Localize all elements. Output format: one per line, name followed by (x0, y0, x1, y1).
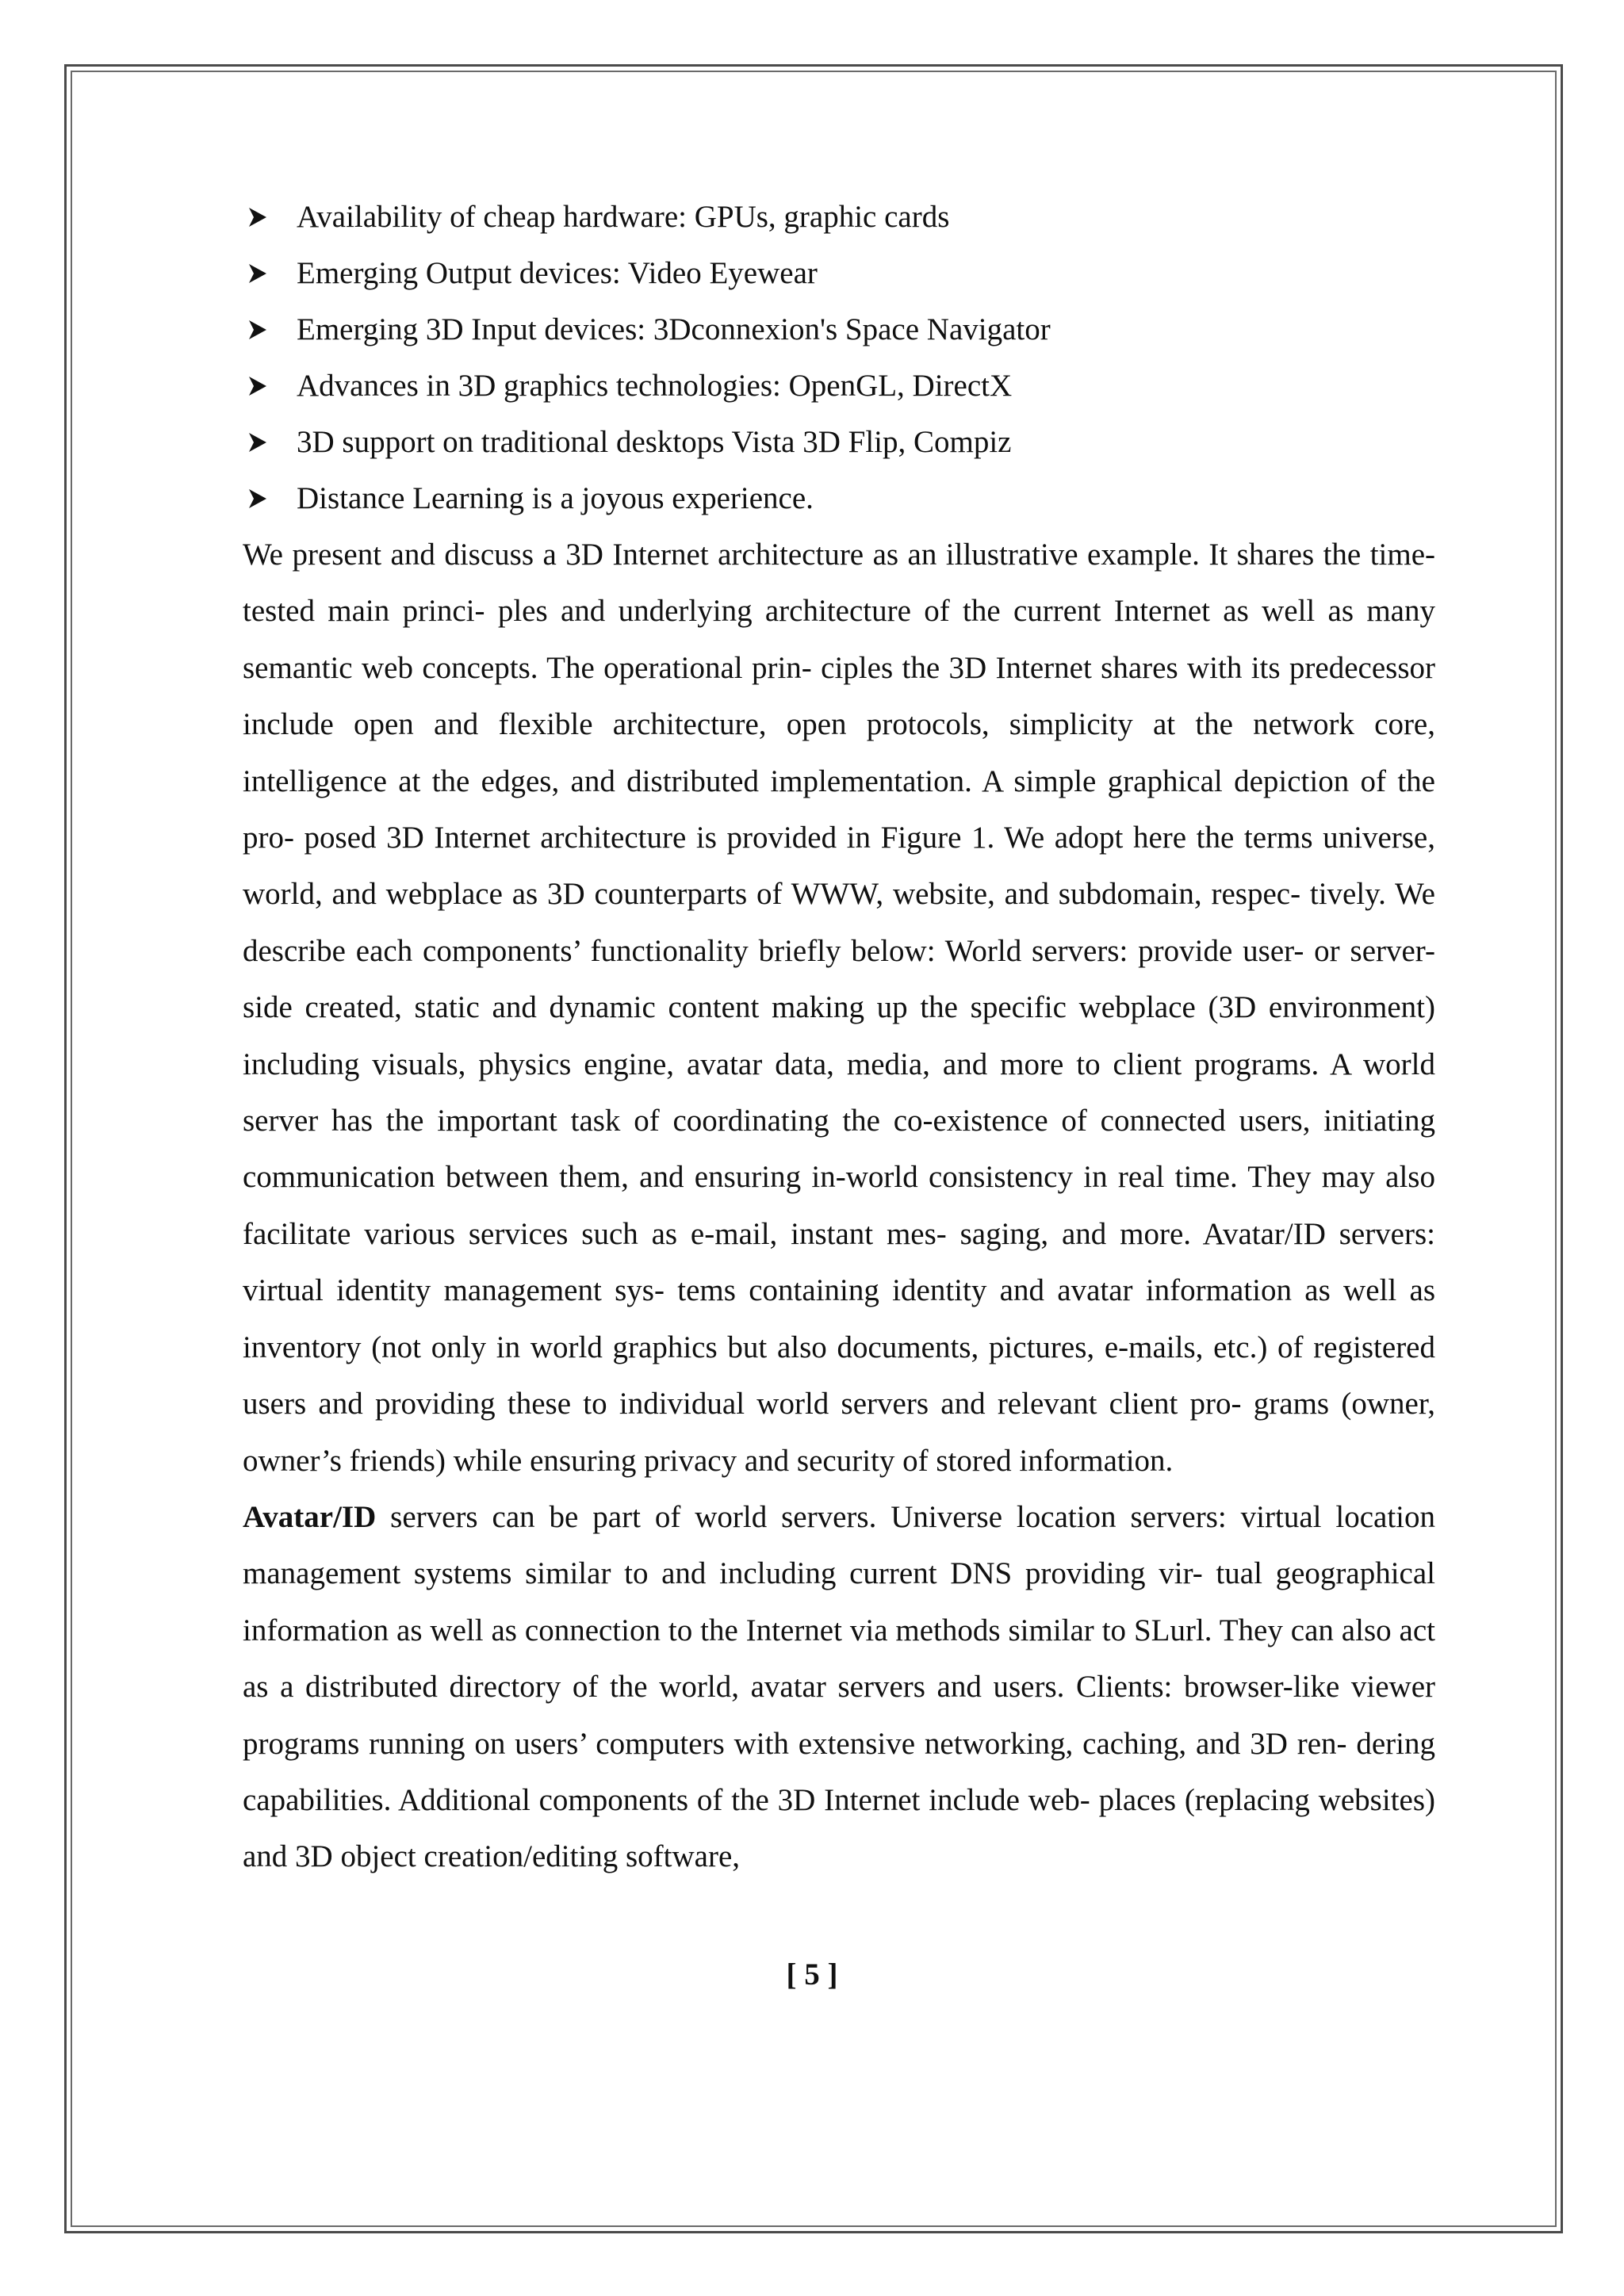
page-number: [ 5 ] (786, 1957, 838, 1992)
body-paragraph (243, 1489, 1435, 1885)
paragraph-text: servers can be part of world servers. Universe location servers: virtual location management systems similar to and including current DNS providing vir- tual geographical information as well as connection to the Internet via methods similar to SLurl. They can also act as a distributed directory of the world, avatar servers and users. Clients: browser-like viewer programs running on users’ computers with extensive networking, caching, and 3D ren- dering capabilities. Additional components of the 3D Internet include web- places (replacing websites) and 3D object creation/editing software, (243, 1499, 1435, 1874)
body-paragraph: We present and discuss a 3D Internet architecture as an illustrative example. It shares the time-tested main princi- ples and underlying architecture of the current Internet as well as many semantic web concepts. The operational prin- ciples the 3D Internet shares with its predecessor include open and flexible architecture, open protocols, simplicity at the network core, intelligence at the edges, and distributed implementation. A simple graphical depiction of the pro- posed 3D Internet architecture is provided in Figure 1. We adopt here the terms universe, world, and webplace as 3D counterparts of WWW, website, and subdomain, respec- tively. We describe each components’ functionality briefly below: World servers: provide user- or server-side created, static and dynamic content making up the specific webplace (3D environment) including visuals, physics engine, avatar data, media, and more to client programs. A world server has the important task of coordinating the co-existence of connected users, initiating communication between them, and ensuring in-world consistency in real time. They may also facilitate various services such as e-mail, instant mes- saging, and more. Avatar/ID servers: virtual identity management sys- tems containing identity and avatar information as well as inventory (not only in world graphics but also documents, pictures, e-mails, etc.) of registered users and providing these to individual world servers and relevant client pro- grams (owner, owner’s friends) while ensuring privacy and security of stored information. (243, 538, 1435, 1478)
bullet-text: Availability of cheap hardware: GPUs, graphic cards (297, 200, 950, 234)
arrow-bullet-icon (247, 206, 268, 228)
bullet-item (243, 414, 1435, 470)
bullet-item (243, 245, 1435, 301)
bullet-item (243, 301, 1435, 358)
bullet-item (243, 470, 1435, 526)
bullet-item (243, 189, 1435, 245)
bullet-text: Emerging 3D Input devices: 3Dconnexion's Space Navigator (297, 312, 1051, 346)
bullet-text: 3D support on traditional desktops Vista 3D Flip, Compiz (297, 425, 1012, 459)
bold-term: Avatar/ID (243, 1499, 377, 1534)
page-content (243, 189, 1435, 1885)
arrow-bullet-icon (247, 375, 268, 397)
arrow-bullet-icon (247, 488, 268, 510)
bullet-list (243, 189, 1435, 526)
arrow-bullet-icon (247, 319, 268, 341)
bullet-text: Advances in 3D graphics technologies: OpenGL, DirectX (297, 369, 1013, 403)
bullet-text: Distance Learning is a joyous experience. (297, 481, 814, 515)
bullet-text: Emerging Output devices: Video Eyewear (297, 256, 818, 290)
arrow-bullet-icon (247, 431, 268, 453)
arrow-bullet-icon (247, 262, 268, 285)
bullet-item (243, 358, 1435, 414)
